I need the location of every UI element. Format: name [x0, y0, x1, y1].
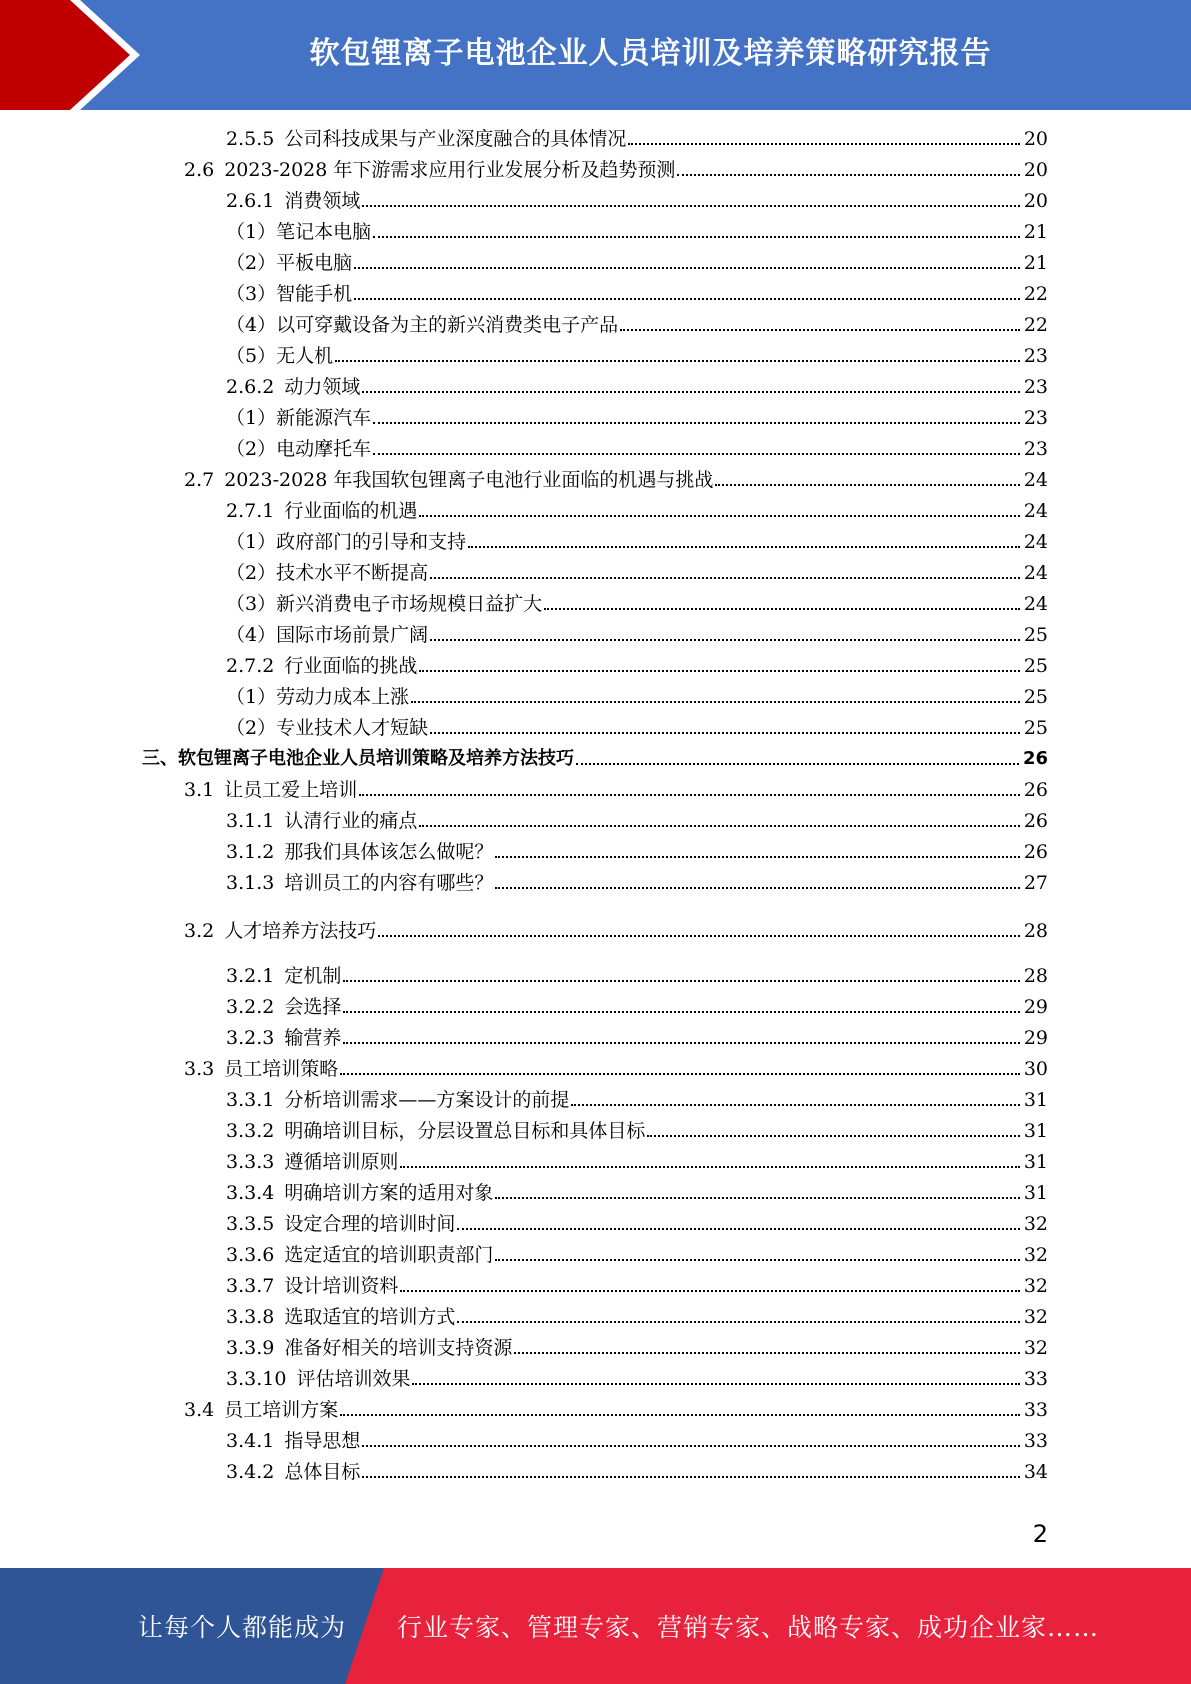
toc-leader-dots — [628, 143, 1019, 145]
toc-entry[interactable] — [226, 1243, 1048, 1267]
toc-leader-dots — [677, 174, 1019, 176]
toc-entry[interactable] — [226, 1460, 1048, 1484]
page-footer — [0, 1568, 1191, 1684]
toc-entry-page: 23 — [1023, 376, 1048, 398]
toc-entry-page: 23 — [1023, 407, 1048, 429]
toc-entry-title: 软包锂离子电池企业人员培训策略及培养方法技巧 — [178, 748, 574, 769]
toc-leader-dots — [430, 577, 1020, 579]
toc-entry-number: 3.1.2 — [226, 841, 275, 863]
toc-entry-page: 22 — [1023, 314, 1048, 336]
toc-entry-page: 21 — [1023, 221, 1048, 243]
toc-entry-title: 选取适宜的培训方式 — [284, 1306, 456, 1328]
toc-entry[interactable] — [226, 1274, 1048, 1298]
toc-entry-title: 会选择 — [284, 996, 342, 1018]
toc-entry-number: 2.7.1 — [226, 500, 275, 522]
toc-leader-dots — [373, 236, 1020, 238]
toc-entry[interactable] — [226, 1336, 1048, 1360]
toc-entry-title: 2023-2028 年下游需求应用行业发展分析及趋势预测 — [224, 159, 676, 181]
toc-entry-number: 3.3.2 — [226, 1120, 275, 1142]
toc-entry[interactable] — [226, 1429, 1048, 1453]
toc-entry-number: （1） — [226, 686, 277, 708]
toc-entry[interactable] — [226, 685, 1048, 709]
toc-entry[interactable] — [226, 1181, 1048, 1205]
toc-entry-title: 技术水平不断提高 — [276, 562, 429, 584]
toc-entry-page: 32 — [1023, 1275, 1048, 1297]
toc-entry-title: 选定适宜的培训职责部门 — [284, 1244, 494, 1266]
toc-entry-title: 行业面临的机遇 — [284, 500, 418, 522]
toc-leader-dots — [495, 856, 1019, 858]
toc-entry[interactable] — [226, 375, 1048, 399]
toc-entry-number: 3.3.5 — [226, 1213, 275, 1235]
toc-entry-title: 那我们具体该怎么做呢？ — [284, 841, 494, 863]
toc-entry-number: 3.1 — [184, 779, 215, 801]
toc-entry[interactable] — [226, 499, 1048, 523]
toc-leader-dots — [495, 1197, 1019, 1199]
toc-entry-title: 智能手机 — [276, 283, 353, 305]
toc-entry-title: 笔记本电脑 — [276, 221, 372, 243]
toc-entry-number: （3） — [226, 283, 277, 305]
toc-leader-dots — [514, 1352, 1019, 1354]
toc-entry-page: 29 — [1023, 996, 1048, 1018]
toc-entry[interactable] — [226, 530, 1048, 554]
toc-leader-dots — [457, 1228, 1019, 1230]
toc-entry[interactable] — [184, 778, 1048, 802]
toc-leader-dots — [576, 763, 1019, 765]
toc-entry-number: 3.3.7 — [226, 1275, 275, 1297]
toc-entry-title: 设计培训资料 — [284, 1275, 399, 1297]
header-arrow-decoration — [0, 0, 160, 110]
toc-entry[interactable] — [226, 251, 1048, 275]
toc-entry-number: 3.3.10 — [226, 1368, 287, 1390]
toc-entry-page: 32 — [1023, 1244, 1048, 1266]
toc-entry-number: 3.4.1 — [226, 1430, 275, 1452]
toc-entry-number: 3.3 — [184, 1058, 215, 1080]
toc-entry[interactable] — [226, 561, 1048, 585]
page-number: 2 — [1032, 1520, 1048, 1548]
toc-entry-page: 27 — [1023, 872, 1048, 894]
toc-entry[interactable] — [184, 1398, 1048, 1422]
toc-entry-number: （2） — [226, 717, 277, 739]
toc-entry-page: 26 — [1022, 748, 1048, 769]
toc-entry[interactable] — [226, 809, 1048, 833]
toc-leader-dots — [362, 391, 1019, 393]
toc-entry-number: 2.5.5 — [226, 128, 275, 150]
toc-entry-page: 26 — [1023, 779, 1048, 801]
toc-entry-number: 2.6 — [184, 159, 215, 181]
toc-leader-dots — [335, 360, 1020, 362]
toc-entry[interactable] — [226, 592, 1048, 616]
toc-entry[interactable] — [226, 995, 1048, 1019]
toc-entry[interactable] — [226, 313, 1048, 337]
toc-entry-number: 3.3.4 — [226, 1182, 275, 1204]
toc-entry-number: （1） — [226, 407, 277, 429]
toc-entry-page: 28 — [1023, 920, 1048, 942]
toc-entry[interactable] — [226, 623, 1048, 647]
toc-entry-page: 28 — [1023, 965, 1048, 987]
toc-entry-title: 行业面临的挑战 — [284, 655, 418, 677]
toc-entry-number: （4） — [226, 314, 277, 336]
toc-entry-title: 政府部门的引导和支持 — [276, 531, 467, 553]
toc-entry-number: 3.3.1 — [226, 1089, 275, 1111]
toc-entry-number: 3.3.8 — [226, 1306, 275, 1328]
toc-entry-title: 动力领域 — [284, 376, 361, 398]
page-header — [0, 0, 1191, 110]
toc-entry-title: 以可穿戴设备为主的新兴消费类电子产品 — [276, 314, 619, 336]
toc-entry-title: 明确培训方案的适用对象 — [284, 1182, 494, 1204]
toc-entry[interactable] — [226, 1150, 1048, 1174]
toc-entry-page: 29 — [1023, 1027, 1048, 1049]
toc-entry-title: 员工培训策略 — [224, 1058, 339, 1080]
toc-entry-title: 新兴消费电子市场规模日益扩大 — [276, 593, 543, 615]
footer-slogan-left: 让每个人都能成为 — [138, 1613, 347, 1642]
toc-leader-dots — [430, 639, 1020, 641]
toc-entry-page: 31 — [1023, 1182, 1048, 1204]
toc-entry-number: 2.6.2 — [226, 376, 275, 398]
toc-leader-dots — [457, 1321, 1019, 1323]
toc-entry-number: 3.2 — [184, 920, 215, 942]
toc-entry[interactable] — [226, 716, 1048, 740]
toc-entry-title: 无人机 — [276, 345, 334, 367]
toc-leader-dots — [647, 1135, 1019, 1137]
toc-entry-title: 让员工爱上培训 — [224, 779, 358, 801]
toc-entry[interactable] — [184, 919, 1048, 943]
toc-entry-number: 三、 — [142, 748, 178, 769]
toc-entry-page: 32 — [1023, 1306, 1048, 1328]
toc-leader-dots — [362, 1476, 1019, 1478]
toc-entry[interactable] — [226, 871, 1048, 895]
toc-entry-title: 总体目标 — [284, 1461, 361, 1483]
toc-leader-dots — [362, 205, 1019, 207]
toc-entry[interactable] — [226, 1088, 1048, 1112]
toc-entry-page: 25 — [1023, 624, 1048, 646]
toc-entry-page: 23 — [1023, 345, 1048, 367]
toc-entry-title: 电动摩托车 — [276, 438, 372, 460]
toc-entry-page: 25 — [1023, 717, 1048, 739]
toc-entry-page: 34 — [1023, 1461, 1048, 1483]
toc-entry[interactable] — [226, 1119, 1048, 1143]
toc-entry[interactable] — [226, 437, 1048, 461]
toc-leader-dots — [430, 732, 1020, 734]
toc-entry-page: 20 — [1023, 159, 1048, 181]
toc-entry-page: 31 — [1023, 1151, 1048, 1173]
toc-entry[interactable] — [226, 1367, 1048, 1391]
toc-entry-page: 26 — [1023, 841, 1048, 863]
toc-leader-dots — [340, 1414, 1020, 1416]
toc-entry-number: （4） — [226, 624, 277, 646]
toc-leader-dots — [400, 1166, 1019, 1168]
toc-entry-number: 3.1.3 — [226, 872, 275, 894]
toc-entry-number: （3） — [226, 593, 277, 615]
toc-entry-title: 设定合理的培训时间 — [284, 1213, 456, 1235]
toc-entry-page: 25 — [1023, 655, 1048, 677]
toc-entry-title: 消费领域 — [284, 190, 361, 212]
toc-entry-page: 31 — [1023, 1120, 1048, 1142]
toc-leader-dots — [343, 980, 1019, 982]
toc-entry-title: 明确培训目标，分层设置总目标和具体目标 — [284, 1120, 646, 1142]
toc-leader-dots — [373, 422, 1020, 424]
toc-entry-number: （1） — [226, 221, 277, 243]
toc-entry-number: 3.3.9 — [226, 1337, 275, 1359]
toc-entry[interactable] — [226, 344, 1048, 368]
toc-entry[interactable] — [226, 282, 1048, 306]
toc-entry-page: 33 — [1023, 1399, 1048, 1421]
toc-entry-page: 20 — [1023, 190, 1048, 212]
toc-leader-dots — [411, 701, 1020, 703]
toc-entry-number: （2） — [226, 252, 277, 274]
toc-entry-page: 30 — [1023, 1058, 1048, 1080]
toc-entry-page: 23 — [1023, 438, 1048, 460]
toc-entry-title: 输营养 — [284, 1027, 342, 1049]
toc-entry-title: 公司科技成果与产业深度融合的具体情况 — [284, 128, 627, 150]
toc-entry-number: （5） — [226, 345, 277, 367]
toc-entry-title: 定机制 — [284, 965, 342, 987]
toc-entry-title: 平板电脑 — [276, 252, 353, 274]
toc-entry-page: 24 — [1023, 562, 1048, 584]
toc-entry[interactable] — [226, 840, 1048, 864]
toc-leader-dots — [362, 1445, 1019, 1447]
toc-leader-dots — [340, 1073, 1020, 1075]
toc-leader-dots — [373, 453, 1020, 455]
toc-entry-page: 32 — [1023, 1213, 1048, 1235]
toc-entry-title: 新能源汽车 — [276, 407, 372, 429]
toc-entry-page: 24 — [1023, 469, 1048, 491]
toc-entry-page: 25 — [1023, 686, 1048, 708]
toc-entry-number: 3.2.1 — [226, 965, 275, 987]
toc-entry-title: 国际市场前景广阔 — [276, 624, 429, 646]
toc-entry[interactable] — [184, 1057, 1048, 1081]
toc-leader-dots — [412, 1383, 1019, 1385]
toc-entry-number: 3.2.3 — [226, 1027, 275, 1049]
toc-entry-title: 认清行业的痛点 — [284, 810, 418, 832]
toc-entry[interactable] — [184, 158, 1048, 182]
toc-leader-dots — [354, 298, 1020, 300]
toc-entry[interactable] — [184, 468, 1048, 492]
toc-leader-dots — [544, 608, 1020, 610]
toc-leader-dots — [419, 515, 1019, 517]
toc-entry-number: （2） — [226, 562, 277, 584]
toc-entry[interactable] — [226, 964, 1048, 988]
toc-entry-page: 32 — [1023, 1337, 1048, 1359]
toc-entry-title: 劳动力成本上涨 — [276, 686, 410, 708]
toc-entry-page: 20 — [1023, 128, 1048, 150]
toc-entry-title: 评估培训效果 — [296, 1368, 411, 1390]
toc-leader-dots — [419, 670, 1019, 672]
toc-entry-number: 2.7.2 — [226, 655, 275, 677]
toc-entry[interactable] — [226, 406, 1048, 430]
toc-entry-number: 3.3.3 — [226, 1151, 275, 1173]
toc-leader-dots — [419, 825, 1019, 827]
toc-entry-number: 3.2.2 — [226, 996, 275, 1018]
toc-entry[interactable] — [226, 1026, 1048, 1050]
toc-entry-number: 2.7 — [184, 469, 215, 491]
toc-entry-number: 2.6.1 — [226, 190, 275, 212]
toc-entry[interactable] — [226, 654, 1048, 678]
toc-entry-page: 33 — [1023, 1368, 1048, 1390]
toc-leader-dots — [343, 1011, 1019, 1013]
toc-entry-page: 33 — [1023, 1430, 1048, 1452]
toc-entry[interactable] — [142, 747, 1048, 771]
toc-entry-title: 人才培养方法技巧 — [224, 920, 377, 942]
toc-entry[interactable] — [226, 1305, 1048, 1329]
toc-entry-number: 3.4 — [184, 1399, 215, 1421]
toc-leader-dots — [495, 1259, 1019, 1261]
toc-entry-page: 24 — [1023, 500, 1048, 522]
toc-entry-title: 专业技术人才短缺 — [276, 717, 429, 739]
toc-leader-dots — [378, 935, 1020, 937]
toc-entry-title: 遵循培训原则 — [284, 1151, 399, 1173]
toc-entry-number: （2） — [226, 438, 277, 460]
toc-entry-title: 培训员工的内容有哪些？ — [284, 872, 494, 894]
toc-entry[interactable] — [226, 189, 1048, 213]
toc-leader-dots — [354, 267, 1020, 269]
toc-entry-page: 26 — [1023, 810, 1048, 832]
toc-entry-page: 24 — [1023, 593, 1048, 615]
toc-entry-title: 准备好相关的培训支持资源 — [284, 1337, 513, 1359]
toc-leader-dots — [468, 546, 1020, 548]
toc-entry-title: 2023-2028 年我国软包锂离子电池行业面临的机遇与挑战 — [224, 469, 714, 491]
toc-entry-number: 3.3.6 — [226, 1244, 275, 1266]
toc-entry-title: 分析培训需求——方案设计的前提 — [284, 1089, 570, 1111]
toc-entry-page: 21 — [1023, 252, 1048, 274]
toc-leader-dots — [715, 484, 1019, 486]
toc-leader-dots — [400, 1290, 1019, 1292]
toc-entry[interactable] — [226, 220, 1048, 244]
toc-entry-page: 22 — [1023, 283, 1048, 305]
toc-entry-number: 3.1.1 — [226, 810, 275, 832]
footer-slogan-right: 行业专家、管理专家、营销专家、战略专家、成功企业家…… — [397, 1613, 1100, 1642]
toc-entry-number: 3.4.2 — [226, 1461, 275, 1483]
toc-entry-page: 24 — [1023, 531, 1048, 553]
toc-entry-number: （1） — [226, 531, 277, 553]
toc-entry-title: 员工培训方案 — [224, 1399, 339, 1421]
toc-leader-dots — [343, 1042, 1019, 1044]
toc-entry[interactable] — [226, 127, 1048, 151]
toc-leader-dots — [571, 1104, 1019, 1106]
toc-leader-dots — [359, 794, 1020, 796]
toc-entry-title: 指导思想 — [284, 1430, 361, 1452]
toc-leader-dots — [495, 887, 1019, 889]
toc-entry-page: 31 — [1023, 1089, 1048, 1111]
toc-entry[interactable] — [226, 1212, 1048, 1236]
document-title: 软包锂离子电池企业人员培训及培养策略研究报告 — [309, 36, 992, 71]
toc-leader-dots — [620, 329, 1020, 331]
